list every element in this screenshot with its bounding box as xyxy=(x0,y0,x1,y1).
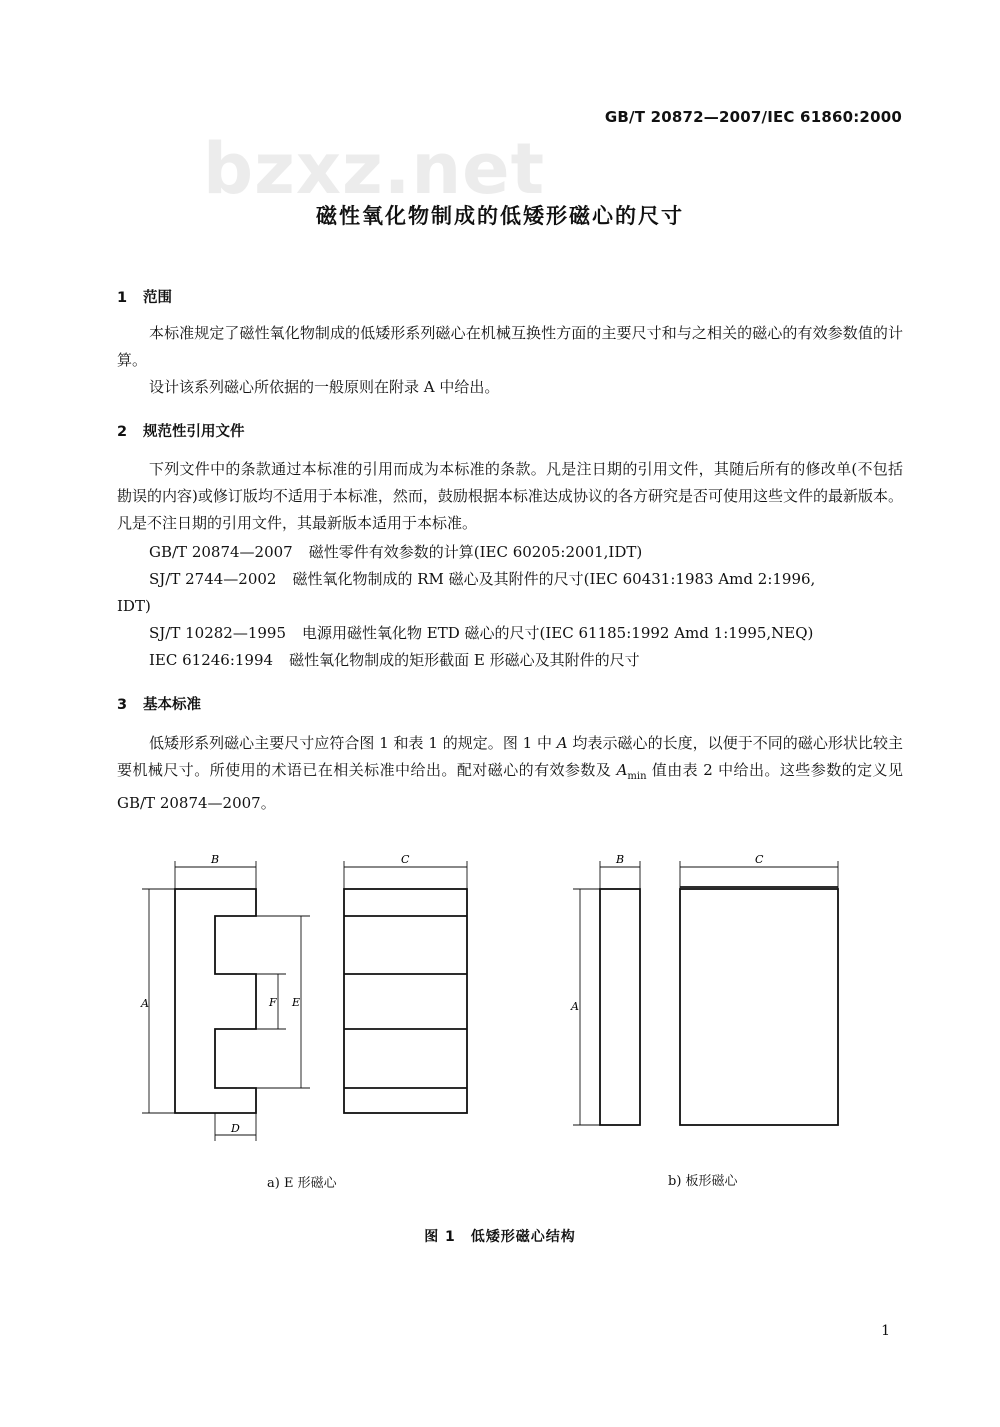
reference-code: IEC 61246:1994 xyxy=(149,651,274,669)
reference-text: 磁性氧化物制成的 RM 磁心及其附件的尺寸(IEC 60431:1983 Amd 2:1996, xyxy=(292,570,816,588)
dimension-label-e: E xyxy=(292,996,301,1009)
document-title: 磁性氧化物制成的低矮形磁心的尺寸 xyxy=(316,204,684,228)
subscript-min: min xyxy=(627,771,647,782)
reference-text: 磁性氧化物制成的矩形截面 E 形磁心及其附件的尺寸 xyxy=(289,651,640,669)
page-number: 1 xyxy=(881,1323,890,1339)
section-1-heading xyxy=(117,286,172,307)
standard-number: GB/T 20872—2007/IEC 61860:2000 xyxy=(604,108,902,126)
section-1-paragraph-2: 设计该系列磁心所依据的一般原则在附录 A 中给出。 xyxy=(149,378,500,396)
reference-code: SJ/T 2744—2002 xyxy=(149,570,277,588)
dimension-label-b: B xyxy=(616,853,625,866)
e-core-front-view xyxy=(344,889,467,1113)
section-number: 1 xyxy=(117,290,128,306)
dimension-label-c: C xyxy=(401,853,410,866)
watermark: bzxz.net xyxy=(203,128,546,210)
section-number: 3 xyxy=(117,697,128,713)
reference-code: SJ/T 10282—1995 xyxy=(149,624,287,642)
reference-text: 电源用磁性氧化物 ETD 磁心的尺寸(IEC 61185:1992 Amd 1:1995,NEQ) xyxy=(302,624,814,642)
paragraph-text: 低矮形系列磁心主要尺寸应符合图 1 和表 1 的规定。图 1 中 xyxy=(149,734,557,752)
section-3-heading xyxy=(117,693,201,714)
section-title: 范围 xyxy=(143,290,172,306)
dimension-label-b: B xyxy=(211,853,220,866)
dimension-label-d: D xyxy=(231,1122,240,1135)
section-1-paragraph-1: 本标准规定了磁性氧化物制成的低矮形系列磁心在机械互换性方面的主要尺寸和与之相关的磁心的有效参数值的计算。 xyxy=(117,324,903,369)
section-title: 规范性引用文件 xyxy=(143,424,245,440)
reference-item xyxy=(149,539,903,566)
section-2-intro: 下列文件中的条款通过本标准的引用而成为本标准的条款。凡是注日期的引用文件，其随后所有的修改单(不包括勘误的内容)或修订版均不适用于本标准，然而，鼓励根据本标准达成协议的各方研究是否可使用这些文件的最新版本。凡是不注日期的引用文件，其最新版本适用于本标准。 xyxy=(117,460,903,532)
section-title: 基本标准 xyxy=(143,697,201,713)
reference-item xyxy=(149,647,903,674)
symbol-a: A xyxy=(556,734,568,752)
dimension-label-a: A xyxy=(141,997,149,1010)
figure-1-drawing xyxy=(120,845,860,1145)
symbol-a-min: A xyxy=(616,761,628,779)
plate-core-side-view xyxy=(600,889,640,1125)
reference-text: 磁性零件有效参数的计算(IEC 60205:2001,IDT) xyxy=(308,543,643,561)
dimension-label-a: A xyxy=(571,1000,579,1013)
section-number: 2 xyxy=(117,424,128,440)
section-3-paragraph xyxy=(117,730,903,817)
dimension-label-c: C xyxy=(755,853,764,866)
figure-title: 图 1 低矮形磁心结构 xyxy=(424,1229,576,1245)
reference-item xyxy=(149,620,903,647)
paragraph-text: 均表示磁心的长度，以便于不同的磁心形状比较主要机械尺寸。所使用的术语已在相关标准中给出。配对磁心的有效参数及 xyxy=(117,734,903,779)
e-core-side-view xyxy=(175,889,256,1113)
reference-text-continuation: IDT) xyxy=(117,597,151,615)
paragraph-text: 值由表 2 中给出。这些参数的定义见 GB/T 20874—2007。 xyxy=(117,761,903,812)
dimension-label-f: F xyxy=(269,996,277,1009)
section-2-heading xyxy=(117,420,245,441)
dimension-lines xyxy=(142,861,838,1141)
figure-caption-a: a) E 形磁心 xyxy=(267,1176,337,1191)
reference-item xyxy=(149,566,903,593)
plate-core-front-view xyxy=(680,887,838,1125)
figure-caption-b: b) 板形磁心 xyxy=(668,1174,738,1189)
reference-code: GB/T 20874—2007 xyxy=(149,543,293,561)
